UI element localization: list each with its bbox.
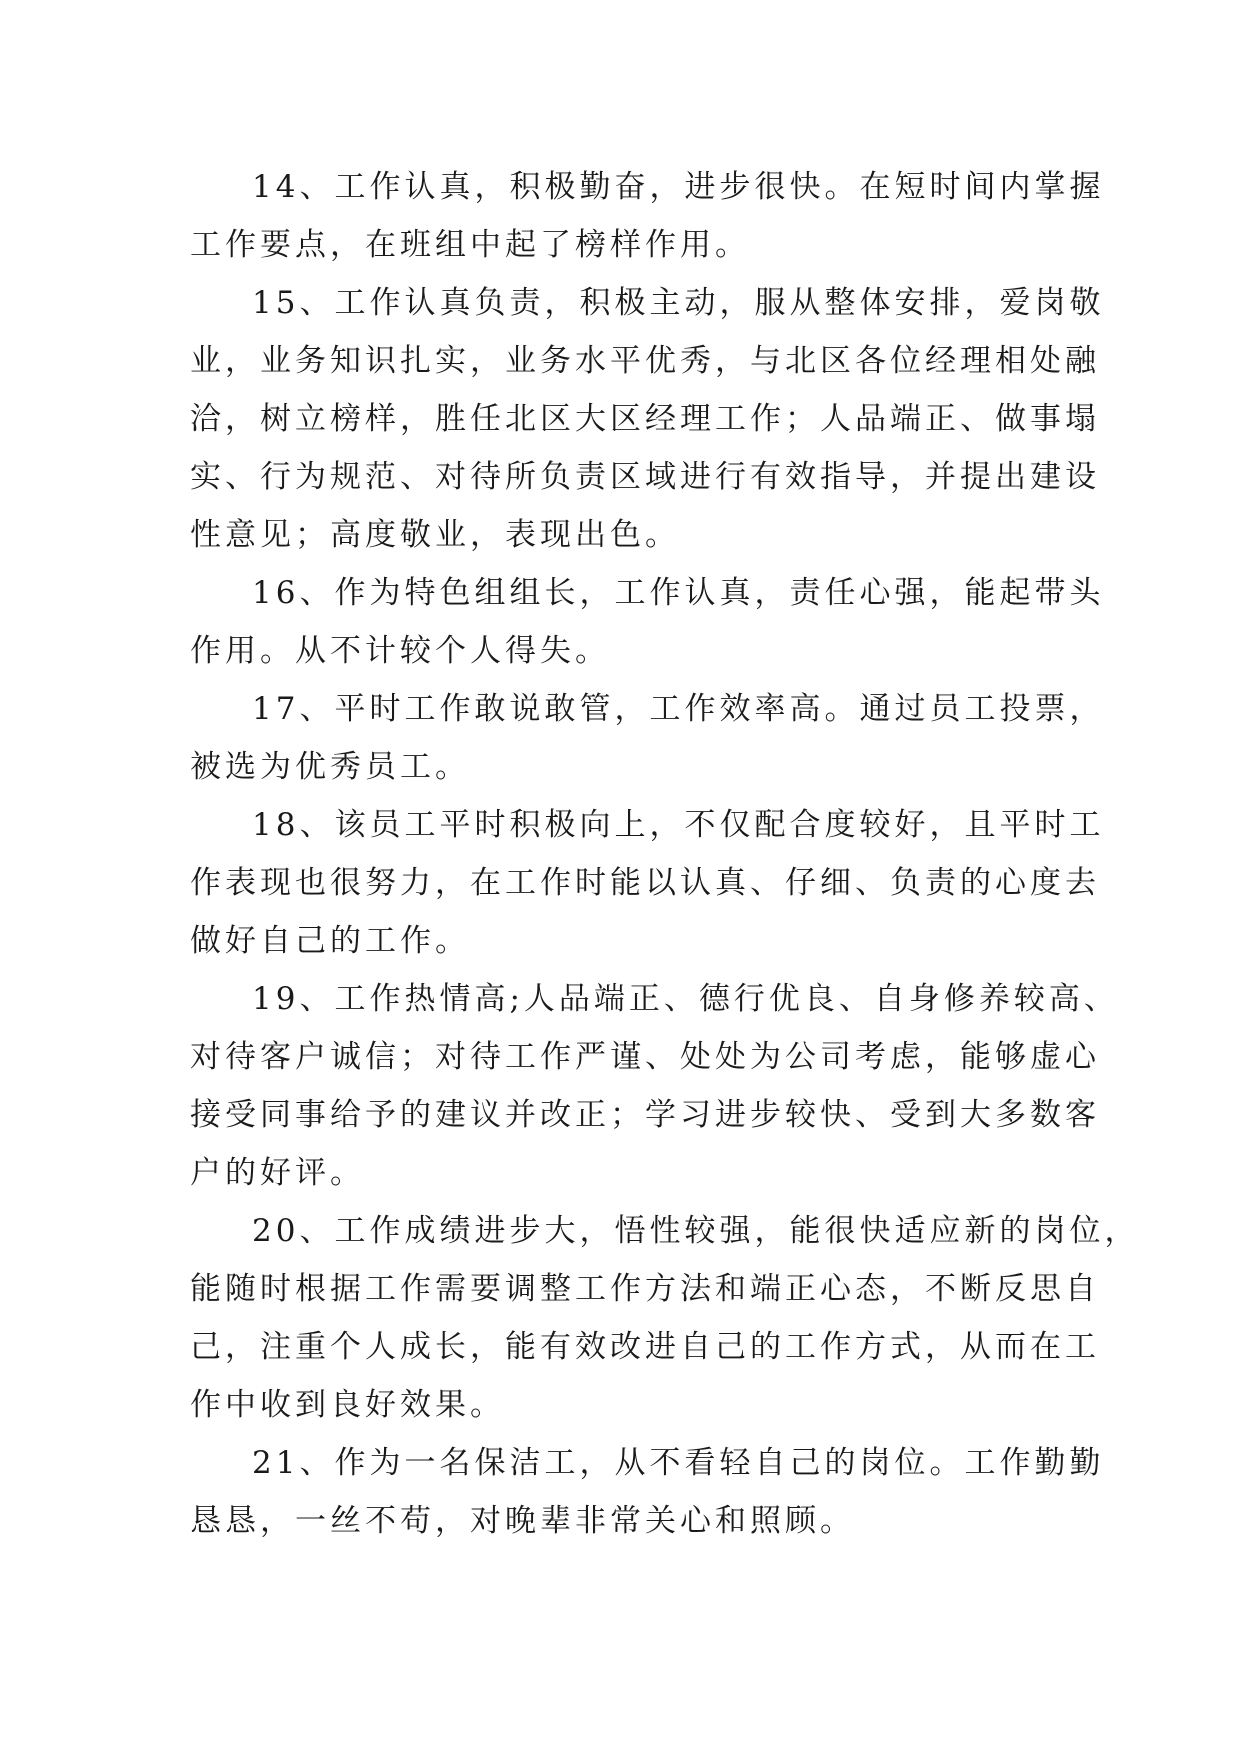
paragraph-line: 作用。从不计较个人得失。: [190, 633, 610, 669]
paragraph-line: 21、作为一名保洁工，从不看轻自己的岗位。工作勤勤: [252, 1445, 1105, 1481]
paragraph-line: 被选为优秀员工。: [190, 749, 470, 785]
paragraph-21: [190, 1434, 1105, 1550]
paragraph-20: [190, 1202, 1140, 1434]
paragraph-line: 18、该员工平时积极向上，不仅配合度较好，且平时工: [252, 807, 1105, 843]
paragraph-19: [190, 970, 1119, 1202]
paragraph-line: 工作要点，在班组中起了榜样作用。: [190, 227, 750, 263]
paragraph-17: [190, 680, 1105, 796]
paragraph-line: 17、平时工作敢说敢管，工作效率高。通过员工投票，: [252, 691, 1105, 727]
paragraph-line: 户的好评。: [190, 1155, 365, 1191]
paragraph-line: 实、行为规范、对待所负责区域进行有效指导，并提出建设: [190, 459, 1100, 495]
paragraph-line: 14、工作认真，积极勤奋，进步很快。在短时间内掌握: [252, 169, 1105, 205]
paragraph-line: 接受同事给予的建议并改正；学习进步较快、受到大多数客: [190, 1097, 1100, 1133]
document-body: [190, 158, 1140, 1550]
paragraph-15: [190, 274, 1105, 564]
paragraph-line: 己，注重个人成长，能有效改进自己的工作方式，从而在工: [190, 1329, 1100, 1365]
paragraph-14: [190, 158, 1105, 274]
paragraph-line: 洽，树立榜样，胜任北区大区经理工作；人品端正、做事塌: [190, 401, 1100, 437]
paragraph-line: 16、作为特色组组长，工作认真，责任心强，能起带头: [252, 575, 1105, 611]
paragraph-18: [190, 796, 1105, 970]
paragraph-line: 性意见；高度敬业，表现出色。: [190, 517, 680, 553]
paragraph-line: 20、工作成绩进步大，悟性较强，能很快适应新的岗位，: [252, 1213, 1140, 1249]
paragraph-line: 能随时根据工作需要调整工作方法和端正心态，不断反思自: [190, 1271, 1100, 1307]
paragraph-line: 19、工作热情高;人品端正、德行优良、自身修养较高、: [252, 981, 1119, 1017]
paragraph-line: 15、工作认真负责，积极主动，服从整体安排，爱岗敬: [252, 285, 1105, 321]
paragraph-line: 恳恳，一丝不苟，对晚辈非常关心和照顾。: [190, 1503, 855, 1539]
paragraph-line: 做好自己的工作。: [190, 923, 470, 959]
paragraph-line: 作中收到良好效果。: [190, 1387, 505, 1423]
paragraph-16: [190, 564, 1105, 680]
paragraph-line: 对待客户诚信；对待工作严谨、处处为公司考虑，能够虚心: [190, 1039, 1100, 1075]
paragraph-line: 作表现也很努力，在工作时能以认真、仔细、负责的心度去: [190, 865, 1100, 901]
paragraph-line: 业，业务知识扎实，业务水平优秀，与北区各位经理相处融: [190, 343, 1100, 379]
